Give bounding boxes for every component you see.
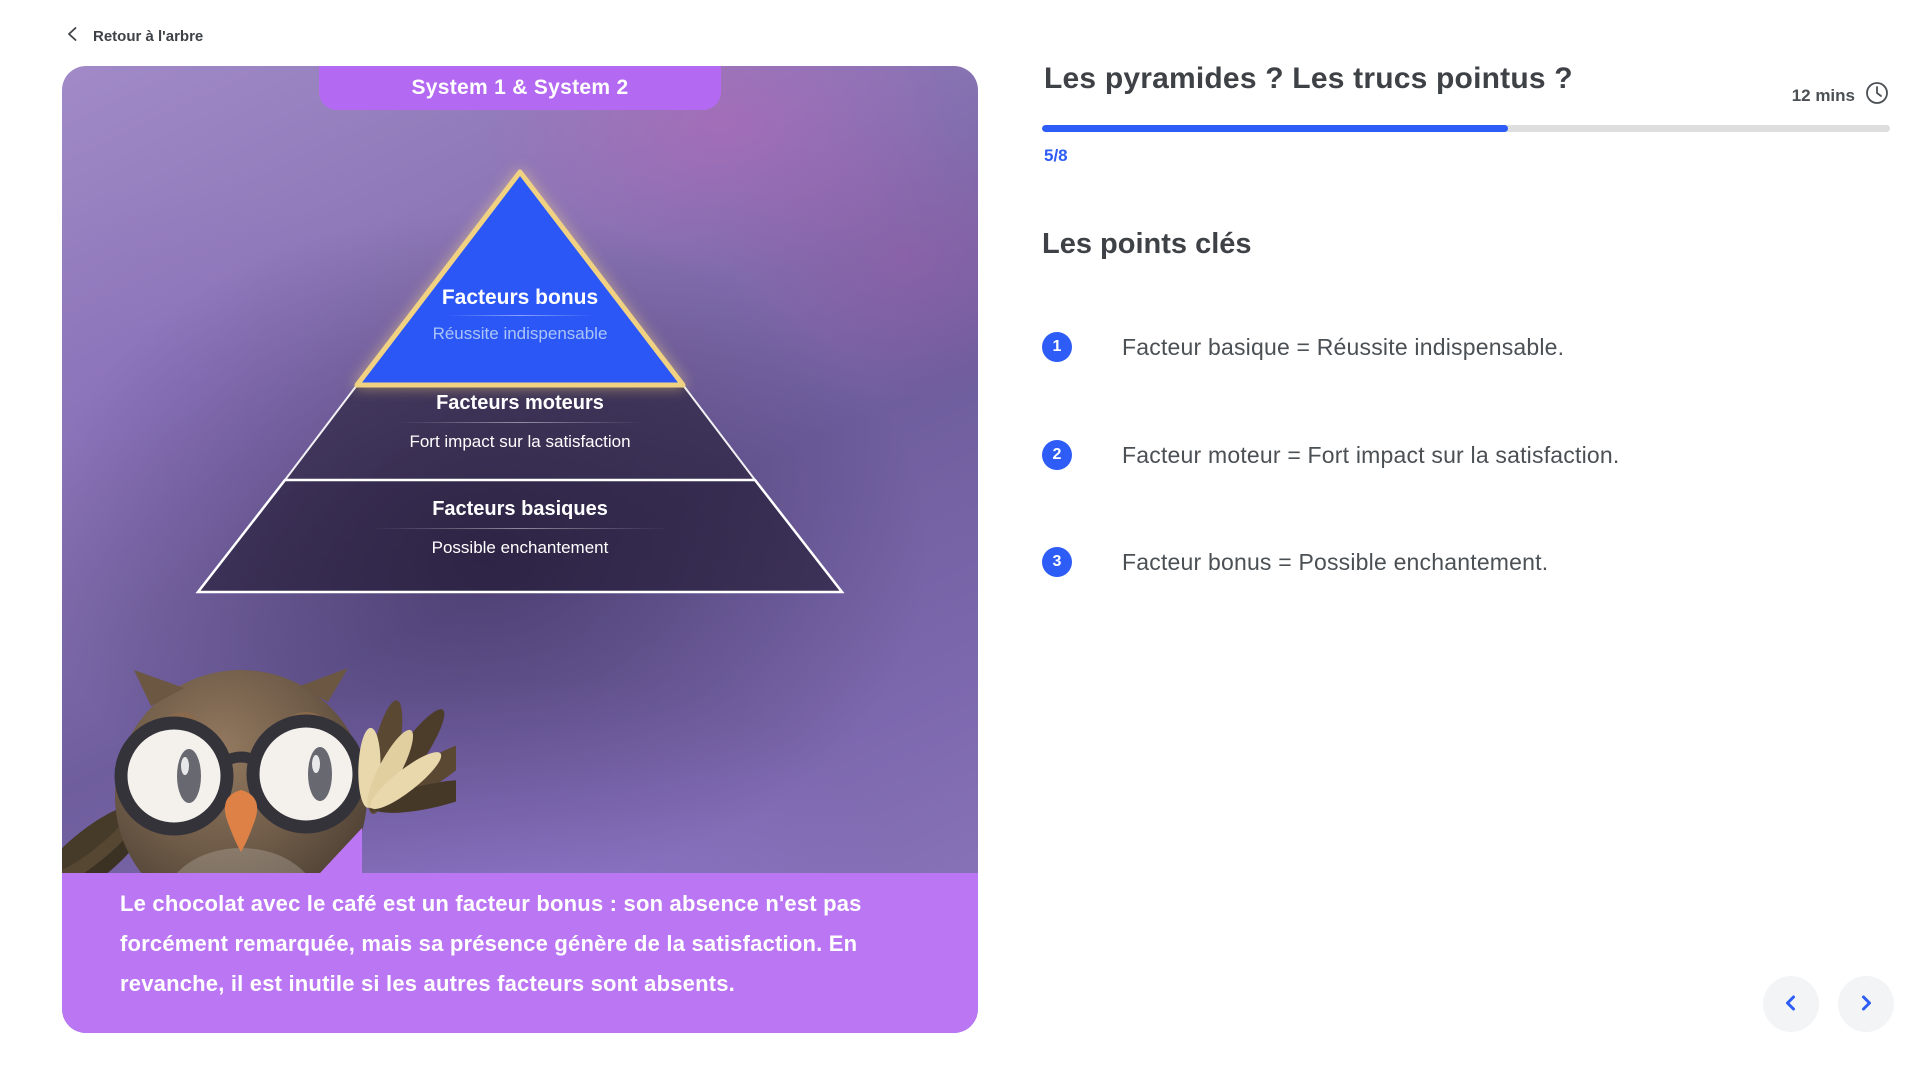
- chevron-right-icon: [1857, 992, 1875, 1017]
- pyramid-middle-subtitle: Fort impact sur la satisfaction: [409, 432, 631, 451]
- progress-step-label: 5/8: [1044, 146, 1068, 165]
- previous-button[interactable]: [1763, 976, 1819, 1032]
- key-point-number-badge: 3: [1042, 547, 1072, 577]
- pyramid-top-divider: [445, 315, 595, 316]
- speech-text: Le chocolat avec le café est un facteur bonus : son absence n'est pas forcément remarquée, mais sa présence génère de la satisfaction. En revanche, il est inutile si les autres facteurs sont absents.: [120, 891, 862, 996]
- chevron-left-icon: [66, 26, 79, 46]
- speech-bubble-pointer: [320, 828, 362, 873]
- key-point-text: Facteur basique = Réussite indispensable.: [1122, 334, 1565, 360]
- lesson-duration: [1792, 80, 1890, 111]
- progress-fill: [1042, 125, 1508, 132]
- lesson-title: Les pyramides ? Les trucs pointus ?: [1044, 62, 1573, 95]
- pyramid-bottom-divider: [370, 528, 670, 529]
- pyramid-level-top: [357, 172, 683, 385]
- back-to-tree-link[interactable]: [66, 26, 203, 46]
- owl-right-wing: [357, 698, 456, 820]
- pyramid-top-subtitle: Réussite indispensable: [432, 324, 608, 343]
- clock-icon: [1864, 80, 1890, 111]
- pyramid-bottom-title: Facteurs basiques: [432, 498, 608, 520]
- key-point-number-badge: 2: [1042, 440, 1072, 470]
- pyramid-middle-divider: [398, 422, 643, 423]
- key-point-number-badge: 1: [1042, 332, 1072, 362]
- pyramid-top-title: Facteurs bonus: [441, 286, 599, 309]
- lesson-media-card: [62, 66, 978, 1033]
- key-point-text: Facteur moteur = Fort impact sur la satisfaction.: [1122, 442, 1620, 468]
- pyramid-bottom-subtitle: Possible enchantement: [431, 538, 609, 557]
- key-points-heading: Les points clés: [1042, 228, 1252, 260]
- key-point-row: [1042, 440, 1862, 470]
- speech-bubble: [62, 873, 978, 1033]
- progress-bar: [1042, 125, 1890, 132]
- key-point-row: [1042, 547, 1862, 577]
- back-link-label: Retour à l'arbre: [93, 27, 204, 45]
- key-point-text: Facteur bonus = Possible enchantement.: [1122, 549, 1549, 575]
- next-button[interactable]: [1838, 976, 1894, 1032]
- pyramid-middle-title: Facteurs moteurs: [436, 392, 604, 414]
- pyramid-level-middle: [285, 385, 755, 480]
- key-point-row: [1042, 332, 1862, 362]
- lesson-tag-badge: System 1 & System 2: [319, 66, 721, 110]
- pyramid-level-bottom: [198, 480, 842, 592]
- duration-label: 12 mins: [1791, 85, 1855, 105]
- chevron-left-icon: [1782, 992, 1800, 1017]
